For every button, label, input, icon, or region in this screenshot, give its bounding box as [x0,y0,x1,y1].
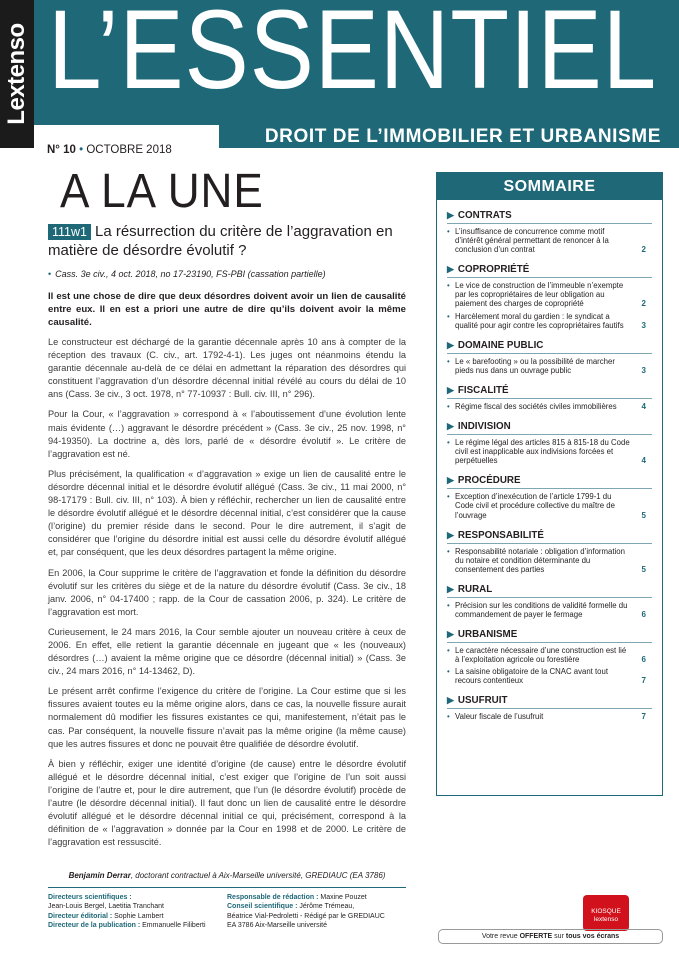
bullet-icon: • [447,281,450,291]
toc-page-number: 6 [641,609,646,619]
toc-item-text: La saisine obligatoire de la CNAC avant tout recours contentieux [455,667,608,686]
toc-section-label: URBANISME [457,629,518,641]
triangle-icon: ▶ [447,529,454,540]
article-title-text: La résurrection du critère de l’aggravation en matière de désordre évolutif ? [48,223,393,259]
article-paragraph: Plus précisément, la qualification « d’aggravation » exige un lien de causalité entre le désordre décennal initial et le désordre évolutif allégué (Cass. 3e civ., 11 mai 2000, n° 98-17179 : Bull. civ. III, n° 103). À bien y réfléchir, rechercher un lien de causalité entre le désordre évolutif allégué et le désordre décennal initial, c’est considérer que la cause (l’origine) du premier réside dans le second. Pour le dire autrement, il s’agit de considérer que l’origine du désordre initial est aussi celle du désordre évolutif allégué et, par conséquent, que les deux désordres partagent la même origine. [48,468,406,558]
kiosque-label: KIOSQUE [591,908,621,915]
credit-label: Directeurs scientifiques : [48,894,132,901]
toc-item[interactable] [447,438,652,465]
toc-page-number: 4 [641,456,646,466]
credit-value: Maxine Pouzet [318,894,367,901]
lextenso-brand-band [0,0,34,148]
toc-section-label: FISCALITÉ [457,384,509,396]
credit-value: Béatrice Vial-Pedroletti - Rédigé par le GREDIAUC [227,912,385,920]
author-role: , doctorant contractuel à Aix-Marseille université, GREDIAUC (EA 3786) [130,871,386,880]
article-paragraph: À bien y réfléchir, exiger une identité d’origine (de cause) entre le désordre évolutif allégué et le désordre décennal initial, c’est exiger que l’origine de l’un soit aussi l’origine de l’autre et, pour le dire autrement, que l’un (le désordre évolutif) procède de l’autre (le désordre décennal initial). Il faut donc un lien de causalité entre le désordre évolutif allégué et le désordre décennal initial ce qui, précisément, correspond à la définition de « l’aggravation » donnée par la Cour en 1998 et de 2000. Le critère de l’aggravation est ressuscité. [48,758,406,848]
toc-item[interactable] [447,402,652,411]
triangle-icon: ▶ [447,629,454,640]
article-body [48,336,406,849]
triangle-icon: ▶ [447,421,454,432]
article-title [48,222,406,260]
lextenso-logo: Lextenso [3,23,30,125]
offer-screens: tous vos écrans [565,933,620,940]
credit-line [48,921,227,930]
reference-bullet-icon: • [48,269,52,279]
bullet-icon: • [447,311,450,321]
toc-item-text: Précision sur les conditions de validité formelle du commandement de payer le fermage [455,600,628,619]
article-lead: Il est une chose de dire que deux désordres doivent avoir un lien de causalité entre eux. Il en est a priori une autre de dire qu’ils doivent avoir la même causalité. [48,291,406,328]
toc-page-number: 3 [641,365,646,375]
masthead-title: L’ESSENTIEL [48,0,658,112]
toc-item-text: L’insuffisance de concurrence comme motif d’intérêt général permettant de renoncer à la conclusion d’un contrat [455,227,609,255]
toc-section [447,340,652,375]
credit-line [227,902,406,911]
toc-section-label: RURAL [457,583,493,595]
credit-value: Jean-Louis Bergel, Laetitia Tranchant [48,903,164,911]
triangle-icon: ▶ [447,695,454,706]
toc-item[interactable] [447,601,652,619]
toc-section-title[interactable] [447,584,652,598]
toc-section [447,421,652,465]
issue-date: OCTOBRE 2018 [86,144,172,156]
toc-page-number: 6 [641,655,646,665]
toc-section-title[interactable] [447,210,652,224]
toc-section-label: USUFRUIT [457,695,508,707]
publication-subtitle: DROIT DE L’IMMOBILIER ET URBANISME [264,126,661,147]
credits-right [227,893,406,930]
toc-section-label: DOMAINE PUBLIC [457,339,544,351]
page-headline: A LA UNE [60,165,264,218]
main-article [48,222,406,849]
toc-item[interactable] [447,312,652,330]
credit-label: Conseil scientifique : [227,903,298,911]
credit-line [48,912,227,921]
offer-prefix: Votre revue [481,933,520,940]
toc-section-title[interactable] [447,385,652,399]
kiosque-logo[interactable] [583,895,629,931]
credit-value: Jérôme Trémeau, [297,903,355,911]
toc-section-title[interactable] [447,264,652,278]
toc-item[interactable] [447,357,652,375]
toc-section-title[interactable] [447,530,652,544]
issue-line [47,144,172,156]
bullet-icon: • [447,356,450,366]
toc-item[interactable] [447,227,652,254]
credit-line [227,912,406,921]
author-name: Benjamin Derrar [68,871,131,880]
toc-section-label: CONTRATS [457,210,512,221]
toc-body [437,210,662,722]
triangle-icon: ▶ [447,384,454,395]
toc-page-number: 2 [641,299,646,309]
kiosque-brand: lextenso [593,916,619,923]
toc-page-number: 7 [641,676,646,686]
article-author [48,871,406,880]
toc-section [447,629,652,685]
toc-section-label: COPROPRIÉTÉ [457,264,530,276]
toc-item-text: Responsabilité notariale : obligation d’information du notaire et condition déterminante du consentement des parties [455,546,625,574]
toc-item-text: Le vice de construction de l’immeuble n’exempte par les copropriétaires de leur obligation au paiement des charges de copropriété [455,281,624,309]
credit-line [227,921,406,930]
toc-section [447,385,652,411]
toc-section [447,475,652,519]
toc-section-label: PROCÉDURE [457,475,521,487]
triangle-icon: ▶ [447,583,454,594]
toc-item-text: Le « barefooting » ou la possibilité de marcher pieds nus dans un ouvrage public [455,356,615,375]
toc-page-number: 5 [641,564,646,574]
reference-text: Cass. 3e civ., 4 oct. 2018, no 17-23190, FS-PBI (cassation partielle) [55,269,326,279]
toc-section-title[interactable] [447,340,652,354]
toc-section [447,264,652,329]
offer-highlight: OFFERTE [519,933,553,940]
bullet-icon: • [447,546,450,556]
credit-value: EA 3786 Aix-Marseille université [227,921,327,929]
article-code-badge: 111w1 [48,224,91,240]
toc-page-number: 7 [641,712,646,722]
toc-item-text: Le régime légal des articles 815 à 815-18 du Code civil est inapplicable aux indivisions forcées et perpétuelles [455,438,630,466]
credit-label: Responsable de rédaction : [227,894,319,901]
toc-item-text: Harcèlement moral du gardien : le syndicat a qualité pour agir contre les copropriétaires fautifs [455,311,624,330]
toc-page-number: 4 [641,401,646,411]
toc-section-label: RESPONSABILITÉ [457,529,544,541]
toc-item[interactable] [447,547,652,574]
toc-page-number: 2 [641,245,646,255]
triangle-icon: ▶ [447,264,454,275]
masthead [34,0,679,125]
toc-item-text: Exception d’inexécution de l’article 1799-1 du Code civil et procédure collective du maître de l’ouvrage [455,492,615,520]
toc-section-title[interactable] [447,475,652,489]
toc-title: SOMMAIRE [437,173,662,200]
bullet-icon: • [447,438,450,448]
toc-section-label: INDIVISION [457,421,511,433]
triangle-icon: ▶ [447,210,454,220]
issue-number: N° 10 [47,144,76,156]
article-paragraph: Le constructeur est déchargé de la garantie décennale après 10 ans à compter de la réception des travaux (C. civ., art. 1792-4-1). Les juges ont néanmoins étendu la garantie décennale au-delà de ce délai en admettant la réparation des désordres qui constituent l’aggravation d’un désordre décennal initial révélé au cours du délai de 10 ans (Cass. 3e civ., 3 oct. 1978, n° 77-10937 : Bull. civ. III, n° 296). [48,337,406,400]
bullet-icon: • [447,646,450,656]
bullet-icon: • [447,401,450,411]
bullet-icon: • [447,712,450,722]
credit-label: Directeur de la publication : [48,921,141,929]
digital-offer-banner[interactable] [438,929,663,944]
toc-item[interactable] [447,492,652,519]
triangle-icon: ▶ [447,475,454,486]
publication-subtitle-bar [219,125,679,148]
toc-page-number: 5 [641,510,646,520]
toc-item-text: Le caractère nécessaire d’une construction est lié à l’exploitation agricole ou forestière [455,646,627,665]
toc-item[interactable] [447,281,652,308]
article-paragraph: Curieusement, le 24 mars 2016, la Cour semble ajouter un nouveau critère à ceux de 2006. En effet, elle retient la garantie décennale en jugeant que « les (nouveaux) désordres (…) avaient la même origine que ce désordre (décennal initial) » (Cass. 3e civ., 24 mars 2016, n° 14-13462, D). [48,626,406,677]
triangle-icon: ▶ [447,339,454,350]
bullet-icon: • [447,600,450,610]
issue-separator: • [79,144,84,156]
toc-section [447,530,652,574]
bullet-icon: • [447,492,450,502]
credit-value: Sophie Lambert [112,912,164,920]
table-of-contents [436,172,663,796]
toc-section-title[interactable] [447,421,652,435]
credit-line [48,902,227,911]
credit-line [48,893,227,902]
toc-item-text: Régime fiscal des sociétés civiles immobilières [455,401,617,411]
bullet-icon: • [447,667,450,677]
credit-value: Emmanuelle Filiberti [140,921,206,929]
toc-section [447,210,652,254]
toc-page-number: 3 [641,320,646,330]
toc-section [447,695,652,721]
toc-item[interactable] [447,646,652,664]
bullet-icon: • [447,227,450,236]
credit-label: Directeur éditorial : [48,912,113,920]
toc-section-title[interactable] [447,629,652,643]
credit-line [227,893,406,902]
article-paragraph: Le présent arrêt confirme l’exigence du critère de l’origine. La Cour estime que si les fissures avaient toutes eu la même origine alors, dans ce cas, la nouvelle fissure aurait normalement dû modifier les fissures existantes ce qui, manifestement, n’était pas le cas. Par conséquent, la nouvelle fissure n’avait pas la même origine (la même cause) que les autres fissures et donc ne pouvait être qualifiée de désordre évolutif. [48,686,406,749]
article-paragraph: En 2006, la Cour supprime le critère de l’aggravation et fonde la définition du désordre évolutif sur les critères du siège et de la nature du désordre évolutif (Cass. 3e civ., 18 janv. 2006, n° 04-17400 ; rapp. de la Cour de cassation 2006, p. 324). Le critère de l’aggravation est mort. [48,567,406,617]
toc-item[interactable] [447,712,652,721]
toc-item-text: Valeur fiscale de l’usufruit [455,712,544,722]
credits-left [48,893,227,930]
toc-section [447,584,652,619]
article-paragraph: Pour la Cour, « l’aggravation » correspond à « l’aboutissement d’une évolution lente mais évidente (…) aggravant le désordre précédent » (Cass. 3e civ., 25 nov. 1998, n° 94-19350). La doctrine a, dès lors, parlé de « désordre évolutif ». Le critère de l’aggravation est né. [48,409,406,459]
offer-middle: sur [552,933,566,940]
toc-section-title[interactable] [447,695,652,709]
toc-item[interactable] [447,667,652,685]
article-reference [48,269,406,279]
credits-footer [48,887,406,930]
